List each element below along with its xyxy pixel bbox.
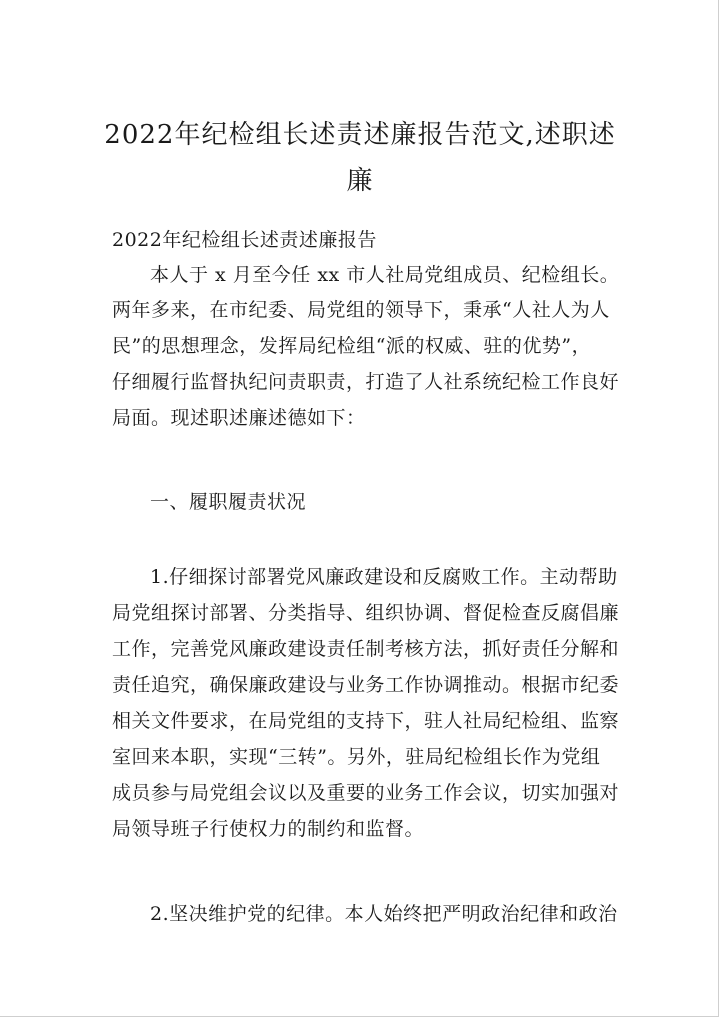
para1-line-2: 局党组探讨部署、分类指导、组织协调、督促检查反腐倡廉 xyxy=(112,602,620,624)
title-line-2: 廉 xyxy=(346,166,374,196)
para1-line-7: 成员参与局党组会议以及重要的业务工作会议，切实加强对 xyxy=(112,782,620,804)
report-subtitle: 2022年纪检组长述责述廉报告 xyxy=(112,229,377,251)
para1-line-8: 局领导班子行使权力的制约和监督。 xyxy=(112,818,425,840)
para1-line-6: 室回来本职，实现“三转”。另外，驻局纪检组长作为党组 xyxy=(112,746,601,768)
intro-line-1: 本人于 x 月至今任 xx 市人社局党组成员、纪检组长。 xyxy=(150,264,620,286)
document-title xyxy=(96,112,624,204)
intro-line-5: 局面。现述职述廉述德如下： xyxy=(112,407,366,429)
intro-line-4: 仔细履行监督执纪问责职责，打造了人社系统纪检工作良好 xyxy=(112,371,620,393)
para1-line-4: 责任追究，确保廉政建设与业务工作协调推动。根据市纪委 xyxy=(112,674,620,696)
para1-line-5: 相关文件要求，在局党组的支持下，驻人社局纪检组、监察 xyxy=(112,710,620,732)
intro-line-3: 民”的思想理念，发挥局纪检组“派的权威、驻的优势”， xyxy=(112,335,592,357)
para1-line-1: 1.仔细探讨部署党风廉政建设和反腐败工作。主动帮助 xyxy=(150,566,618,588)
title-line-1: 2022年纪检组长述责述廉报告范文,述职述 xyxy=(104,120,616,150)
para1-line-3: 工作，完善党风廉政建设责任制考核方法，抓好责任分解和 xyxy=(112,638,620,660)
para2-line-1: 2.坚决维护党的纪律。本人始终把严明政治纪律和政治 xyxy=(150,903,618,925)
intro-line-2: 两年多来，在市纪委、局党组的领导下，秉承“人社人为人 xyxy=(112,299,610,321)
section-heading-1: 一、履职履责状况 xyxy=(150,491,307,513)
